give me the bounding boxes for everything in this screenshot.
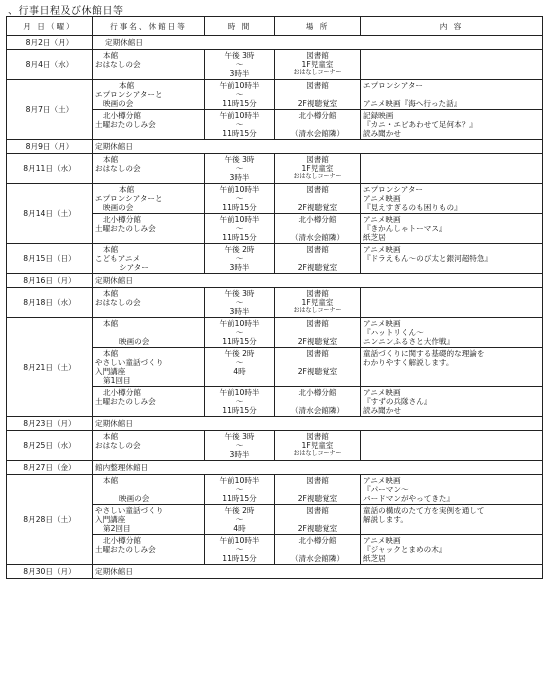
closed-label: 定期休館日 [93, 565, 543, 579]
closed-row [7, 140, 543, 154]
content-line: 紙芝居 [363, 554, 386, 563]
place-line: おはなしコーナー [293, 173, 342, 180]
place-line: 図書館 [306, 185, 329, 194]
event-line: 映画の会 [103, 203, 134, 212]
content-line: アニメ映画 [363, 476, 401, 485]
closed-label: 定期休館日 [93, 417, 543, 431]
event-line: シアター [119, 263, 149, 272]
time-line: ～ [235, 328, 244, 337]
content-line: わかりやすく解説します。 [363, 358, 454, 367]
place-line: 図書館 [306, 506, 329, 515]
content-line: アニメ映画 [363, 319, 401, 328]
content-line: 『ドラえもん～のび太と銀河超特急』 [363, 254, 493, 263]
content-line: アニメ映画 [363, 194, 401, 203]
content-cell [361, 505, 543, 535]
event-line: 北小樽分館 [103, 215, 141, 224]
time-line: 午前10時半 [219, 215, 260, 224]
time-line: 3時半 [229, 307, 250, 316]
schedule-row [7, 244, 543, 274]
event-line: おはなしの会 [95, 441, 141, 450]
content-line: 紙芝居 [363, 233, 386, 242]
time-line: 午前10時半 [219, 111, 260, 120]
date-cell: 8月27日（金） [7, 461, 93, 475]
closed-label: 定期休館日 [93, 36, 543, 50]
time-cell [205, 184, 275, 214]
place-cell [275, 535, 361, 565]
time-line: 午前10時半 [219, 319, 260, 328]
content-line: 『ハットリくん～ [363, 328, 424, 337]
closed-label: 定期休館日 [93, 274, 543, 288]
event-cell [93, 110, 205, 140]
event-line: 本館 [103, 349, 119, 358]
event-line: おはなしの会 [95, 60, 141, 69]
time-line: 11時15分 [222, 203, 257, 212]
content-cell [361, 318, 543, 348]
header-place: 場 所 [275, 17, 361, 36]
event-line: 土曜おたのしみ会 [95, 545, 156, 554]
date-cell: 8月7日（土） [7, 80, 93, 140]
time-line: 午後 3時 [224, 51, 255, 60]
place-line: 図書館 [306, 349, 329, 358]
time-line: 3時半 [229, 69, 250, 78]
content-cell [361, 348, 543, 387]
closed-label: 館内整理休館日 [93, 461, 543, 475]
event-cell [93, 431, 205, 461]
schedule-row [7, 288, 543, 318]
event-line: 本館 [103, 319, 119, 328]
date-cell: 8月11日（水） [7, 154, 93, 184]
content-cell [361, 475, 543, 505]
content-cell [361, 288, 543, 318]
event-cell [93, 475, 205, 505]
closed-row [7, 36, 543, 50]
event-cell [93, 387, 205, 417]
place-cell [275, 110, 361, 140]
time-cell [205, 110, 275, 140]
date-cell: 8月4日（水） [7, 50, 93, 80]
time-line: ～ [235, 60, 244, 69]
place-line: 図書館 [306, 155, 329, 164]
time-line: ～ [235, 224, 244, 233]
event-line: やさしい童話づくり [95, 358, 164, 367]
date-cell: 8月9日（月） [7, 140, 93, 154]
time-line: 3時半 [229, 450, 250, 459]
time-cell [205, 505, 275, 535]
place-line: 図書館 [306, 245, 329, 254]
place-line: 北小樽分館 [298, 388, 337, 397]
schedule-row [7, 50, 543, 80]
event-cell [93, 154, 205, 184]
content-line: 『ジャックとまめの木』 [363, 545, 447, 554]
time-line: 午前10時半 [219, 536, 260, 545]
event-line: 本館 [103, 245, 119, 254]
event-cell [93, 288, 205, 318]
time-cell [205, 431, 275, 461]
time-cell [205, 475, 275, 505]
time-line: ～ [235, 515, 244, 524]
closed-row [7, 417, 543, 431]
place-line: 図書館 [306, 289, 329, 298]
content-line: 『パーマン～ [363, 485, 409, 494]
place-cell [275, 80, 361, 110]
time-line: 11時15分 [222, 406, 257, 415]
place-line: 北小樽分館 [298, 536, 337, 545]
date-cell: 8月23日（月） [7, 417, 93, 431]
time-line: 11時15分 [222, 233, 257, 242]
place-line: 1F児童室 [301, 60, 334, 69]
content-line: アニメ映画 [363, 215, 401, 224]
closed-label: 定期休館日 [93, 140, 543, 154]
content-cell [361, 387, 543, 417]
time-line: 3時半 [229, 263, 250, 272]
event-line: 映画の会 [103, 99, 134, 108]
schedule-row [7, 184, 543, 214]
time-cell [205, 348, 275, 387]
date-cell: 8月28日（土） [7, 475, 93, 565]
schedule-row [7, 154, 543, 184]
time-line: ～ [235, 254, 244, 263]
content-cell [361, 535, 543, 565]
content-cell [361, 154, 543, 184]
header-content: 内 容 [361, 17, 543, 36]
content-cell [361, 214, 543, 244]
place-line: （清水会館隣） [290, 554, 345, 563]
place-cell [275, 154, 361, 184]
event-line: 本館 [103, 476, 119, 485]
event-line: 土曜おたのしみ会 [95, 397, 156, 406]
schedule-row [7, 475, 543, 505]
event-line: 本館 [119, 185, 135, 194]
place-line: 1F児童室 [301, 298, 334, 307]
place-cell [275, 184, 361, 214]
place-cell [275, 214, 361, 244]
time-cell [205, 214, 275, 244]
content-cell [361, 244, 543, 274]
time-line: ～ [235, 298, 244, 307]
event-line: 第1回目 [103, 376, 131, 385]
time-line: 午前10時半 [219, 476, 260, 485]
time-cell [205, 50, 275, 80]
header-event: 行事名、休館日等 [93, 17, 205, 36]
content-line: 『カニ・エビあわせて足何本？』 [363, 120, 477, 129]
content-line: アニメ映画 [363, 536, 401, 545]
place-line: 2F視聴覚室 [297, 263, 338, 272]
place-line: 2F視聴覚室 [297, 203, 338, 212]
date-cell: 8月15日（日） [7, 244, 93, 274]
place-cell [275, 318, 361, 348]
place-line: 1F児童室 [301, 441, 334, 450]
event-cell [93, 348, 205, 387]
content-line: 童話の構成のたて方を実例を通して [363, 506, 485, 515]
place-cell [275, 348, 361, 387]
place-cell [275, 387, 361, 417]
closed-row [7, 565, 543, 579]
place-line: 1F児童室 [301, 164, 334, 173]
time-line: 4時 [233, 367, 246, 376]
place-cell [275, 505, 361, 535]
place-line: 北小樽分館 [298, 215, 337, 224]
time-line: ～ [235, 485, 244, 494]
place-cell [275, 431, 361, 461]
header-time: 時 間 [205, 17, 275, 36]
place-line: 図書館 [306, 476, 329, 485]
time-line: ～ [235, 441, 244, 450]
event-line: 入門講座 [95, 515, 126, 524]
event-line: エプロンシアターと [95, 90, 163, 99]
time-line: ～ [235, 120, 244, 129]
date-cell: 8月14日（土） [7, 184, 93, 244]
place-line: おはなしコーナー [293, 450, 342, 457]
content-line: 読み聞かせ [363, 129, 401, 138]
content-cell [361, 184, 543, 214]
time-line: 午前10時半 [219, 81, 260, 90]
date-cell: 8月30日（月） [7, 565, 93, 579]
time-line: ～ [235, 194, 244, 203]
content-line: 読み聞かせ [363, 406, 401, 415]
content-line: 解説します。 [363, 515, 408, 524]
time-line: 午前10時半 [219, 185, 260, 194]
event-line: 北小樽分館 [103, 536, 141, 545]
event-line: 土曜おたのしみ会 [95, 120, 156, 129]
event-line: 本館 [103, 51, 119, 60]
date-cell: 8月2日（月） [7, 36, 93, 50]
event-line: おはなしの会 [95, 298, 141, 307]
closed-row [7, 274, 543, 288]
schedule-row [7, 431, 543, 461]
time-cell [205, 244, 275, 274]
place-line: おはなしコーナー [293, 69, 342, 76]
event-line: 映画の会 [119, 337, 150, 346]
event-cell [93, 318, 205, 348]
schedule-table [6, 16, 543, 579]
time-line: 11時15分 [222, 337, 257, 346]
time-cell [205, 80, 275, 110]
event-line: 本館 [103, 155, 119, 164]
event-line: やさしい童話づくり [95, 506, 164, 515]
place-cell [275, 475, 361, 505]
content-cell [361, 431, 543, 461]
time-line: 午後 2時 [224, 245, 255, 254]
time-line: 午後 2時 [224, 506, 255, 515]
place-line: 2F視聴覚室 [297, 337, 338, 346]
event-line: 第2回目 [103, 524, 131, 533]
place-line: 図書館 [306, 51, 329, 60]
content-cell [361, 50, 543, 80]
time-line: 3時半 [229, 173, 250, 182]
event-line: 映画の会 [119, 494, 150, 503]
event-cell [93, 244, 205, 274]
time-line: 午後 3時 [224, 432, 255, 441]
content-line: エプロンシアター [363, 185, 424, 194]
time-line: ～ [235, 90, 244, 99]
date-cell: 8月21日（土） [7, 318, 93, 417]
place-cell [275, 244, 361, 274]
place-line: 2F視聴覚室 [297, 99, 338, 108]
place-line: 2F視聴覚室 [297, 524, 338, 533]
event-cell [93, 184, 205, 214]
place-line: （清水会館隣） [290, 406, 345, 415]
place-line: 図書館 [306, 319, 329, 328]
time-line: 午前10時半 [219, 388, 260, 397]
content-cell [361, 110, 543, 140]
place-line: 2F視聴覚室 [297, 494, 338, 503]
content-line: 『きかんしゃトーマス』 [363, 224, 447, 233]
event-line: 入門講座 [95, 367, 126, 376]
place-line: （清水会館隣） [290, 233, 345, 242]
event-cell [93, 80, 205, 110]
time-line: 午後 2時 [224, 349, 255, 358]
time-line: ～ [235, 358, 244, 367]
content-line: エプロンシアター [363, 81, 424, 90]
time-line: 11時15分 [222, 99, 257, 108]
date-cell: 8月18日（水） [7, 288, 93, 318]
time-cell [205, 154, 275, 184]
place-line: （清水会館隣） [290, 129, 345, 138]
event-line: 北小樽分館 [103, 111, 141, 120]
event-cell [93, 535, 205, 565]
time-line: ～ [235, 545, 244, 554]
place-line: 図書館 [306, 81, 329, 90]
content-line: 童話づくりに関する基礎的な理論を [363, 349, 485, 358]
closed-row [7, 461, 543, 475]
event-line: 土曜おたのしみ会 [95, 224, 156, 233]
time-line: 11時15分 [222, 129, 257, 138]
time-line: ～ [235, 164, 244, 173]
header-date: 月 日（曜） [7, 17, 93, 36]
time-cell [205, 318, 275, 348]
event-line: こどもアニメ [95, 254, 141, 263]
event-cell [93, 214, 205, 244]
date-cell: 8月16日（月） [7, 274, 93, 288]
schedule-row [7, 80, 543, 110]
content-line: アニメ映画『海へ行った話』 [363, 99, 462, 108]
content-line: 記録映画 [363, 111, 394, 120]
content-line: バードマンがやってきた』 [363, 494, 455, 503]
event-line: おはなしの会 [95, 164, 141, 173]
event-cell [93, 505, 205, 535]
time-line: 午後 3時 [224, 289, 255, 298]
event-line: 本館 [103, 289, 119, 298]
time-line: 4時 [233, 524, 246, 533]
content-line: ニンニンふるさと大作戦』 [363, 337, 455, 346]
place-line: おはなしコーナー [293, 307, 342, 314]
place-line: 北小樽分館 [298, 111, 337, 120]
place-line: 2F視聴覚室 [297, 367, 338, 376]
time-line: 11時15分 [222, 554, 257, 563]
event-line: 本館 [103, 432, 119, 441]
content-line: アニメ映画 [363, 245, 401, 254]
page-title: 、行事日程及び休館日等 [8, 6, 124, 17]
time-cell [205, 387, 275, 417]
header-row [7, 17, 543, 36]
place-line: 図書館 [306, 432, 329, 441]
content-line: 『見えすぎるのも困りもの』 [363, 203, 462, 212]
time-cell [205, 535, 275, 565]
event-line: エプロンシアターと [95, 194, 163, 203]
content-line: 『すずの兵隊さん』 [363, 397, 432, 406]
time-line: 午後 3時 [224, 155, 255, 164]
place-cell [275, 288, 361, 318]
event-line: 北小樽分館 [103, 388, 141, 397]
event-cell [93, 50, 205, 80]
content-cell [361, 80, 543, 110]
time-cell [205, 288, 275, 318]
date-cell: 8月25日（水） [7, 431, 93, 461]
event-line: 本館 [119, 81, 135, 90]
content-line: アニメ映画 [363, 388, 401, 397]
schedule-row [7, 318, 543, 348]
time-line: 11時15分 [222, 494, 257, 503]
time-line: ～ [235, 397, 244, 406]
place-cell [275, 50, 361, 80]
